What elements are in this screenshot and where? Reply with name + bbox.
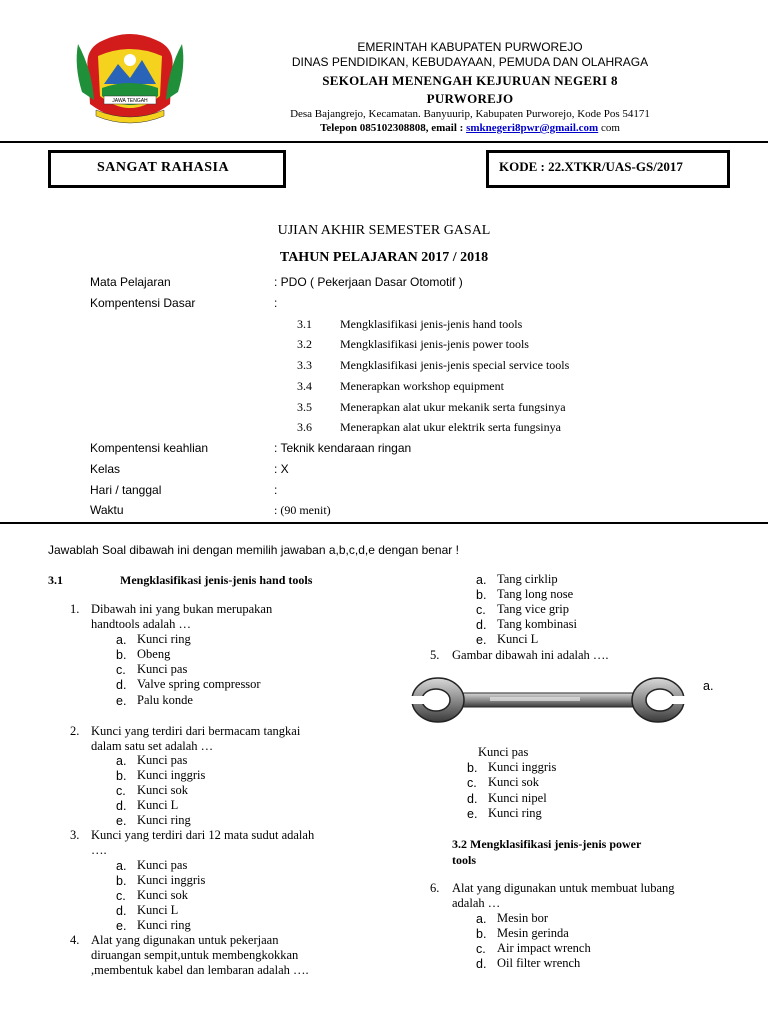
answer-option[interactable]: Kunci pas	[478, 745, 529, 759]
answer-option[interactable]: Kunci nipel	[488, 791, 547, 805]
competence-text: Mengklasifikasi jenis-jenis power tools	[340, 337, 529, 351]
answer-option[interactable]: Kunci L	[497, 632, 539, 646]
competence-text: Menerapkan alat ukur mekanik serta fungsinya	[340, 400, 566, 414]
answer-option[interactable]: Tang long nose	[497, 587, 574, 601]
question-number: 6.	[430, 881, 440, 895]
answer-option[interactable]: Mesin bor	[497, 911, 549, 925]
option-letter: a.	[703, 679, 714, 693]
competence-number: 3.3	[297, 358, 312, 372]
subject-value: : PDO ( Pekerjaan Dasar Otomotif )	[274, 275, 463, 289]
email-link[interactable]: smknegeri8pwr@gmail.com	[466, 122, 599, 134]
option-letter: c.	[467, 776, 477, 790]
district-emblem-logo	[74, 30, 186, 130]
exam-code-box: KODE : 22.XTKR/UAS-GS/2017	[486, 150, 730, 188]
answer-option[interactable]: Kunci L	[137, 798, 179, 812]
option-letter: b.	[476, 927, 487, 941]
header-school-name: SEKOLAH MENENGAH KEJURUAN NEGERI 8	[322, 73, 618, 88]
option-letter: b.	[476, 588, 487, 602]
header-divider-line	[0, 141, 768, 143]
option-letter: a.	[116, 633, 127, 647]
option-letter: d.	[116, 904, 127, 918]
answer-option[interactable]: Mesin gerinda	[497, 926, 569, 940]
option-letter: b.	[116, 648, 127, 662]
answer-option[interactable]: Tang vice grip	[497, 602, 570, 616]
option-letter: e.	[476, 633, 487, 647]
answer-option[interactable]: Valve spring compressor	[137, 677, 261, 691]
basic-competence-value: :	[274, 296, 278, 310]
header-city: PURWOREJO	[426, 91, 514, 106]
option-letter: c.	[476, 603, 486, 617]
competence-text: Mengklasifikasi jenis-jenis hand tools	[340, 317, 523, 331]
answer-option[interactable]: Tang kombinasi	[497, 617, 578, 631]
answer-option[interactable]: Kunci inggris	[137, 873, 206, 887]
answer-option[interactable]: Kunci ring	[137, 632, 191, 646]
time-value: : (90 menit)	[274, 503, 331, 517]
question-number: 2.	[70, 724, 80, 738]
confidential-box: SANGAT RAHASIA	[48, 150, 286, 188]
expertise-value: : Teknik kendaraan ringan	[274, 441, 412, 455]
option-letter: e.	[116, 814, 127, 828]
competence-number: 3.4	[297, 379, 312, 393]
competence-text: Menerapkan alat ukur elektrik serta fungsinya	[340, 420, 561, 434]
subject-label: Mata Pelajaran	[90, 275, 171, 289]
answer-option[interactable]: Air impact wrench	[497, 941, 591, 955]
date-label: Hari / tanggal	[90, 483, 162, 497]
answer-option[interactable]: Kunci L	[137, 903, 179, 917]
answer-option[interactable]: Kunci inggris	[488, 760, 557, 774]
option-letter: c.	[116, 663, 126, 677]
section-title: 3.2 Mengklasifikasi jenis-jenis power tools	[452, 837, 642, 867]
answer-option[interactable]: Kunci sok	[137, 783, 189, 797]
instruction-text: Jawablah Soal dibawah ini dengan memilih jawaban a,b,c,d,e dengan benar !	[48, 543, 459, 557]
question-text: Kunci yang terdiri dari bermacam tangkai dalam satu set adalah …	[91, 724, 301, 753]
option-letter: e.	[116, 694, 127, 708]
basic-competence-label: Kompentensi Dasar	[90, 296, 196, 310]
competence-text: Mengklasifikasi jenis-jenis special service tools	[340, 358, 570, 372]
answer-option[interactable]: Palu konde	[137, 693, 193, 707]
competence-number: 3.1	[297, 317, 312, 331]
question-text: Alat yang digunakan untuk membuat lubang adalah …	[452, 881, 675, 910]
competence-number: 3.5	[297, 400, 312, 414]
exam-title: UJIAN AKHIR SEMESTER GASAL	[277, 223, 491, 238]
header-email-tail: com	[598, 122, 620, 134]
class-value: : X	[274, 462, 289, 476]
exam-year: TAHUN PELAJARAN 2017 / 2018	[279, 250, 489, 265]
question-number: 5.	[430, 648, 440, 662]
option-letter: a.	[476, 912, 487, 926]
option-letter: d.	[476, 618, 487, 632]
option-letter: d.	[116, 799, 127, 813]
question-number: 1.	[70, 602, 80, 616]
option-letter: b.	[467, 761, 478, 775]
wrench-image	[410, 670, 686, 730]
option-letter: c.	[116, 889, 126, 903]
option-letter: b.	[116, 769, 127, 783]
header-address: Desa Bajangrejo, Kecamatan. Banyuurip, Kabupaten Purworejo, Kode Pos 54171	[290, 108, 650, 120]
class-label: Kelas	[90, 462, 121, 476]
header-contact	[210, 122, 730, 134]
option-letter: a.	[116, 754, 127, 768]
answer-option[interactable]: Kunci pas	[137, 662, 188, 676]
expertise-label: Kompentensi keahlian	[90, 441, 209, 455]
answer-option[interactable]: Kunci ring	[137, 813, 191, 827]
question-number: 4.	[70, 933, 80, 947]
answer-option[interactable]: Kunci ring	[137, 918, 191, 932]
option-letter: a.	[476, 573, 487, 587]
section-title: Mengklasifikasi jenis-jenis hand tools	[120, 573, 313, 587]
answer-option[interactable]: Kunci pas	[137, 858, 188, 872]
option-letter: d.	[116, 678, 127, 692]
answer-option[interactable]: Kunci ring	[488, 806, 542, 820]
competence-text: Menerapkan workshop equipment	[340, 379, 504, 393]
competence-number: 3.2	[297, 337, 312, 351]
option-letter: c.	[116, 784, 126, 798]
answer-option[interactable]: Kunci pas	[137, 753, 188, 767]
logo-ribbon-text: JAWA TENGAH	[112, 98, 148, 104]
header-department: DINAS PENDIDIKAN, KEBUDAYAAN, PEMUDA DAN OLAHRAGA	[291, 55, 649, 69]
question-text: Alat yang digunakan untuk pekerjaan diruangan sempit,untuk membengkokkan ,membentuk kabel dan lembaran adalah ….	[91, 933, 309, 977]
option-letter: d.	[476, 957, 487, 971]
option-letter: a.	[116, 859, 127, 873]
section-number: 3.1	[48, 573, 63, 587]
option-letter: b.	[116, 874, 127, 888]
answer-option[interactable]: Kunci sok	[137, 888, 189, 902]
date-value: :	[274, 483, 278, 497]
option-letter: d.	[467, 792, 478, 806]
question-text: Gambar dibawah ini adalah ….	[452, 648, 609, 662]
answer-option[interactable]: Obeng	[137, 647, 171, 661]
question-text: Dibawah ini yang bukan merupakan handtools adalah …	[91, 602, 273, 631]
answer-option[interactable]: Kunci sok	[488, 775, 540, 789]
time-label: Waktu	[90, 503, 124, 517]
answer-option[interactable]: Tang cirklip	[497, 572, 558, 586]
answer-option[interactable]: Kunci inggris	[137, 768, 206, 782]
header-phone: Telepon 085102308808, email :	[320, 122, 467, 134]
info-divider-line	[0, 522, 768, 524]
answer-option[interactable]: Oil filter wrench	[497, 956, 581, 970]
competence-number: 3.6	[297, 420, 312, 434]
option-letter: e.	[467, 807, 478, 821]
header-government: EMERINTAH KABUPATEN PURWOREJO	[357, 40, 583, 54]
option-letter: e.	[116, 919, 127, 933]
question-text: Kunci yang terdiri dari 12 mata sudut adalah ….	[91, 828, 315, 857]
question-number: 3.	[70, 828, 80, 842]
option-letter: c.	[476, 942, 486, 956]
